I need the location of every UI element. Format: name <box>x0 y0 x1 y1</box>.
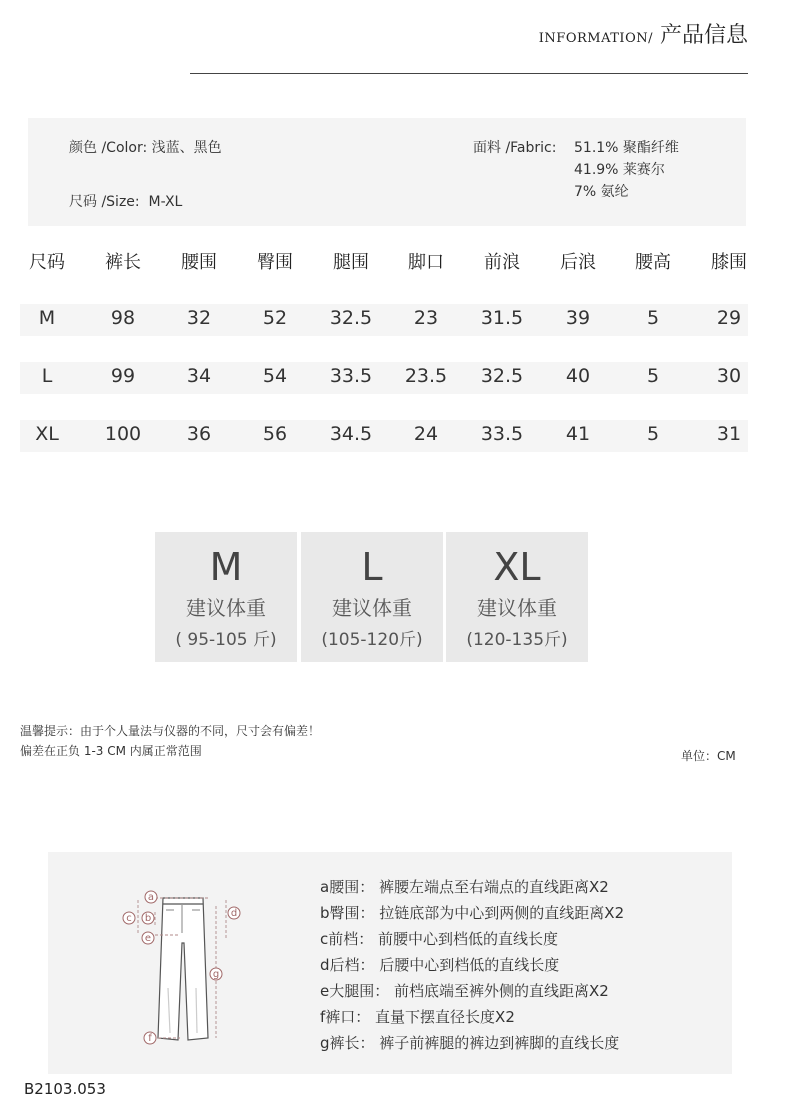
table-cell: 33.5 <box>480 423 524 445</box>
table-header-row <box>20 248 748 276</box>
pants-diagram <box>108 888 258 1058</box>
table-cell: 29 <box>716 307 742 329</box>
table-header-cell: 腰高 <box>635 252 671 273</box>
weight-card-label: 建议体重 <box>477 596 557 620</box>
marker-d: d <box>230 908 238 919</box>
marker-b: b <box>144 913 152 924</box>
weight-card-size: L <box>361 545 383 589</box>
table-cell: M <box>38 307 56 329</box>
product-info-box <box>28 118 746 226</box>
table-cell: 5 <box>646 423 660 445</box>
definition-back-rise: d后档： 后腰中心到档低的直线长度 <box>320 956 560 974</box>
table-cell: 30 <box>716 365 742 387</box>
definition-waist: a腰围： 裤腰左端点至右端点的直线距离X2 <box>320 878 609 896</box>
table-header-cell: 腰围 <box>181 252 217 273</box>
table-cell: 32.5 <box>329 307 373 329</box>
color-value: 浅蓝、黑色 <box>151 140 222 156</box>
definition-length: g裤长： 裤子前裤腿的裤边到裤脚的直线长度 <box>320 1034 620 1052</box>
weight-card-range: (105-120斤) <box>321 630 423 650</box>
weight-card-size: XL <box>493 545 541 589</box>
table-cell: 5 <box>646 307 660 329</box>
product-code: B2103.053 <box>24 1080 106 1098</box>
marker-g: g <box>212 969 220 980</box>
table-row <box>20 420 748 452</box>
table-cell: 34 <box>186 365 212 387</box>
fabric-composition <box>574 137 679 203</box>
weight-card-label: 建议体重 <box>186 596 266 620</box>
fabric-line: 7% 氨纶 <box>574 184 629 200</box>
marker-e: e <box>144 933 152 944</box>
table-cell: 23.5 <box>404 365 448 387</box>
table-cell: 34.5 <box>329 423 373 445</box>
weight-card-size: M <box>209 545 243 589</box>
table-cell: 31.5 <box>480 307 524 329</box>
size-label: 尺码 /Size: <box>69 194 140 210</box>
table-cell: 5 <box>646 365 660 387</box>
fabric-line: 51.1% 聚酯纤维 <box>574 140 679 156</box>
weight-card-m <box>155 532 297 662</box>
table-cell: 99 <box>110 365 136 387</box>
page-title-en: INFORMATION/ <box>538 31 653 46</box>
table-header-cell: 裤长 <box>105 252 141 273</box>
table-header-cell: 后浪 <box>560 252 596 273</box>
table-cell: 40 <box>565 365 591 387</box>
table-header-cell: 臀围 <box>257 252 293 273</box>
unit-label: 单位：CM <box>681 749 736 763</box>
fabric-label: 面料 /Fabric: <box>473 140 557 156</box>
table-cell: 52 <box>262 307 288 329</box>
definition-thigh: e大腿围： 前档底端至裤外侧的直线距离X2 <box>320 982 609 1000</box>
table-header-cell: 脚口 <box>408 252 444 273</box>
table-cell: 36 <box>186 423 212 445</box>
definition-hem: f裤口： 直量下摆直径长度X2 <box>320 1008 515 1026</box>
table-cell: 32.5 <box>480 365 524 387</box>
table-cell: 41 <box>565 423 591 445</box>
tolerance-note: 偏差在正负 1-3 CM 内属正常范围 <box>20 744 202 758</box>
table-cell: 100 <box>104 423 142 445</box>
measurement-tip: 温馨提示：由于个人量法与仪器的不同，尺寸会有偏差！ <box>20 724 321 738</box>
page-title-cn: 产品信息 <box>659 23 748 48</box>
size-value: M-XL <box>148 194 183 210</box>
table-header-cell: 尺码 <box>29 252 65 273</box>
table-cell: 54 <box>262 365 288 387</box>
table-cell: 31 <box>716 423 742 445</box>
table-cell: 33.5 <box>329 365 373 387</box>
marker-f: f <box>148 1033 152 1044</box>
table-cell: XL <box>35 423 59 445</box>
weight-card-xl <box>446 532 588 662</box>
weight-card-label: 建议体重 <box>332 596 412 620</box>
table-cell: 32 <box>186 307 212 329</box>
table-row <box>20 362 748 394</box>
marker-a: a <box>147 892 155 903</box>
weight-card-range: ( 95-105 斤) <box>175 630 277 650</box>
marker-c: c <box>126 913 132 924</box>
table-cell: 24 <box>413 423 439 445</box>
table-cell: 98 <box>110 307 136 329</box>
table-header-cell: 膝围 <box>711 252 747 273</box>
table-header-cell: 腿围 <box>333 252 369 273</box>
table-cell: 56 <box>262 423 288 445</box>
pants-outline-icon <box>158 898 208 1040</box>
color-row <box>69 137 222 157</box>
table-cell: L <box>41 365 53 387</box>
table-row <box>20 304 748 336</box>
weight-card-l <box>301 532 443 662</box>
size-row <box>69 191 182 211</box>
weight-card-range: (120-135斤) <box>466 630 568 650</box>
measurement-diagram-box <box>48 852 732 1074</box>
table-header-cell: 前浪 <box>484 252 520 273</box>
table-cell: 39 <box>565 307 591 329</box>
page-title <box>539 18 748 49</box>
definition-front-rise: c前档： 前腰中心到档低的直线长度 <box>320 930 559 948</box>
color-label: 颜色 /Color: <box>69 140 148 156</box>
fabric-line: 41.9% 莱赛尔 <box>574 162 665 178</box>
table-cell: 23 <box>413 307 439 329</box>
definition-hip: b臀围： 拉链底部为中心到两侧的直线距离X2 <box>320 904 625 922</box>
header-divider <box>190 73 748 74</box>
